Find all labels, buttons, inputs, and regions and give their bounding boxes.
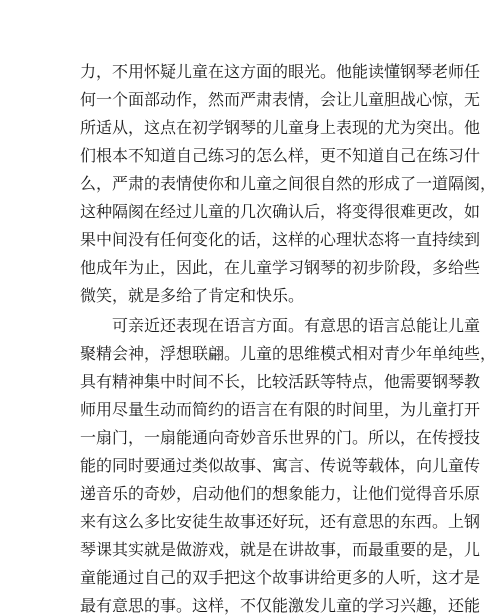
text-line: 能的同时要通过类似故事、寓言、传说等载体，向儿童传: [80, 456, 481, 475]
text-line: 微笑，就是多给了肯定和快乐。: [80, 286, 305, 305]
text-line: 力，不用怀疑儿童在这方面的眼光。他能读懂钢琴老师任: [80, 62, 481, 81]
text-line: 递音乐的奇妙，启动他们的想象能力，让他们觉得音乐原: [80, 484, 481, 503]
text-line: 所适从，这点在初学钢琴的儿童身上表现的尤为突出。他: [80, 118, 481, 137]
text-line: 最有意思的事。这样，不仅能激发儿童的学习兴趣，还能: [80, 596, 481, 615]
text-line: 来有这么多比安徒生故事还好玩，还有意思的东西。上钢: [80, 512, 481, 531]
text-line: 果中间没有任何变化的话，这样的心理状态将一直持续到: [80, 230, 481, 249]
text-line: 具有精神集中时间不长，比较活跃等特点，他需要钢琴教: [80, 372, 481, 391]
text-line: 何一个面部动作，然而严肃表情，会让儿童胆战心惊，无: [80, 90, 481, 109]
text-line: 们根本不知道自己练习的怎么样，更不知道自己在练习什: [80, 146, 481, 165]
text-line: 么，严肃的表情使你和儿童之间很自然的形成了一道隔阂，: [80, 174, 497, 193]
text-line: 琴课其实就是做游戏，就是在讲故事，而最重要的是，儿: [80, 540, 481, 559]
paragraph-first-line: 可亲近还表现在语言方面。有意思的语言总能让儿童: [112, 316, 481, 335]
text-line: 聚精会神，浮想联翩。儿童的思维模式相对青少年单纯些，: [80, 344, 497, 363]
text-line: 一扇门，一扇能通向奇妙音乐世界的门。所以，在传授技: [80, 428, 481, 447]
text-line: 这种隔阂在经过儿童的几次确认后，将变得很难更改，如: [80, 202, 481, 221]
text-line: 师用尽量生动而简约的语言在有限的时间里，为儿童打开: [80, 400, 481, 419]
text-line: 童能通过自己的双手把这个故事讲给更多的人听，这才是: [80, 568, 481, 587]
text-line: 他成年为止，因此，在儿童学习钢琴的初步阶段，多给些: [80, 258, 481, 277]
